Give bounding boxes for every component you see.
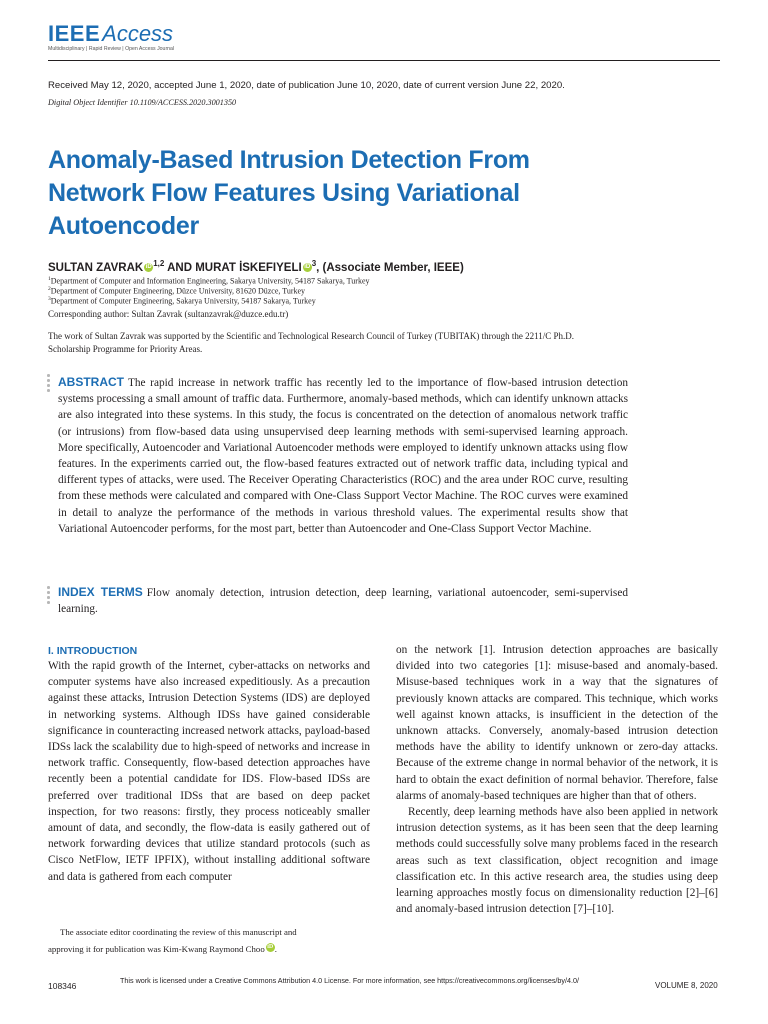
footnote-line-2: approving it for publication was Kim-Kwang Raymond Choo	[48, 944, 265, 954]
intro-paragraph-1: With the rapid growth of the Internet, cyber-attacks on networks and computer systems have also increased expeditiously. As a precaution against these attacks, Intrusion Detection Systems (IDS) are deployed in networking systems. Although IDSs have gained considerable significance in counteracting increased network attacks, payload-based IDSs lack the scalability due to high-speed of networks and increase in network traffic. Consequently, flow-based detection approaches have recently been a potential candidate for IDS. Flow-based IDSs are preferred over traditional IDSs that are based on deep packet inspection, for two reasons: firstly, they process noticeably smaller amount of data, and secondly, the flow-data is easily gathered out of network forwarding devices that utilize standard protocols (such as Cisco NetFlow, IETF IPFIX), without installing additional software and data is gathered from each computer	[48, 660, 370, 883]
affiliation-sup: 3	[48, 296, 51, 302]
author-membership: , (Associate Member, IEEE)	[316, 261, 464, 274]
journal-tagline: Multidisciplinary | Rapid Review | Open Access Journal	[48, 46, 175, 52]
intro-paragraph-3: Recently, deep learning methods have also been applied in network intrusion detection systems, as it has been seen that the deep learning methods could successfully solve many problems faced in the research areas such as text classification, object recognition and image classification etc. In this active research area, the studies using deep learning approaches mostly focus on dimensionality reduction [2]–[6] and anomaly-based intrusion detection [7]–[10].	[396, 806, 718, 916]
index-terms-heading: INDEX TERMS	[58, 585, 143, 599]
abstract-marker	[47, 374, 51, 394]
orcid-icon[interactable]: iD	[267, 944, 274, 950]
index-terms-marker	[47, 586, 51, 606]
affiliation-text: Department of Computer Engineering, Düzce University, 81620 Düzce, Turkey	[50, 286, 306, 296]
license-notice[interactable]: This work is licensed under a Creative Commons Attribution 4.0 License. For more information, see https://creativecommons.org/licenses/by/4.0/	[120, 976, 580, 985]
index-terms	[58, 584, 628, 617]
abstract	[58, 374, 628, 537]
paper-title: Anomaly-Based Intrusion Detection From Network Flow Features Using Variational Autoencoder	[48, 146, 530, 240]
doi-line: Digital Object Identifier 10.1109/ACCESS.2020.3001350	[48, 98, 237, 107]
right-column	[396, 642, 718, 917]
author-line	[48, 259, 464, 274]
funding-statement: The work of Sultan Zavrak was supported by the Scientific and Technological Research Council of Turkey (TUBITAK) through the 2211/C Ph.D. Scholarship Programme for Priority Areas.	[48, 331, 575, 354]
author-1-affil: 1,2	[153, 259, 165, 268]
logo-ieee: IEEE	[48, 21, 101, 46]
abstract-heading: ABSTRACT	[58, 375, 124, 389]
journal-logo	[48, 22, 173, 46]
author-2-affil: 3	[311, 259, 317, 268]
author-2-name: İSKEFIYELI	[239, 261, 302, 274]
abstract-text: The rapid increase in network traffic has recently led to the importance of flow-based intrusion detection systems processing a small amount of traffic data. Furthermore, anomaly-based methods, which can identify unknown attacks are also integrated into these systems. In this study, the focus is concentrated on the detection of anomalous network traffic (or intrusions) from flow-based data using unsupervised deep learning methods with semi-supervised learning approach. More specifically, Autoencoder and Variational Autoencoder methods were employed to identify unknown attacks using flow features. In the experiments carried out, the flow-based features extracted out of network traffic data, including typical and different types of attacks, were used. The Receiver Operating Characteristics (ROC) and the area under ROC curve, resulting from these methods were calculated and compared with One-Class Support Vector Machine. The ROC curves were examined in detail to analyze the performance of the methods in various threshold values. The experimental results show that Variational Autoencoder performs, for the most part, better than Autoencoder and One-Class Support Vector Machine.	[58, 377, 628, 535]
affiliation-sup: 1	[48, 276, 51, 282]
intro-paragraph-2: on the network [1]. Intrusion detection approaches are basically divided into two categories [1]: misuse-based and anomaly-based. Misuse-based techniques work in a way that the signatures of previously known attacks are compared. This technique, which works well against known attacks, is insufficient in the detection of the unknown attacks. Conversely, anomaly-based intrusion detection methods have the ability to identify unknown or zero-day attacks. Because of the extreme change in normal behavior of the network, it is hard to obtain the exact definition of normal behavior. Therefore, false alarms of anomaly-based techniques are higher than that of others.	[396, 644, 718, 802]
author-connector: AND MURAT	[164, 261, 240, 274]
affiliation-sup: 2	[48, 286, 51, 292]
orcid-icon[interactable]: iD	[304, 263, 311, 270]
page-number: 108346	[48, 981, 77, 991]
footnote-line-1: The associate editor coordinating the review of this manuscript and	[60, 927, 297, 937]
affiliation-text: Department of Computer and Information Engineering, Sakarya University, 54187 Sakarya, Turkey	[50, 276, 370, 286]
corresponding-author: Corresponding author: Sultan Zavrak (sultanzavrak@duzce.edu.tr)	[48, 309, 289, 319]
affiliation-text: Department of Computer Engineering, Sakarya University, 54187 Sakarya, Turkey	[50, 296, 316, 306]
logo-access: Access	[102, 21, 174, 46]
affiliation-3	[48, 294, 316, 307]
received-dates: Received May 12, 2020, accepted June 1, 2020, date of publication June 10, 2020, date of current version June 22, 2020.	[48, 80, 565, 91]
index-terms-text: Flow anomaly detection, intrusion detection, deep learning, variational autoencoder, semi-supervised learning.	[58, 587, 628, 616]
left-column	[48, 644, 370, 885]
editor-footnote: The associate editor coordinating the review of this manuscript and approving it for publication was Kim-Kwang Raymond Choo iD .	[48, 924, 370, 958]
author-1-name: SULTAN ZAVRAK	[48, 261, 144, 274]
volume-label: VOLUME 8, 2020	[655, 981, 718, 990]
section-heading-introduction: I. INTRODUCTION	[48, 645, 138, 657]
orcid-icon[interactable]: iD	[145, 263, 152, 270]
header-divider	[48, 60, 720, 61]
